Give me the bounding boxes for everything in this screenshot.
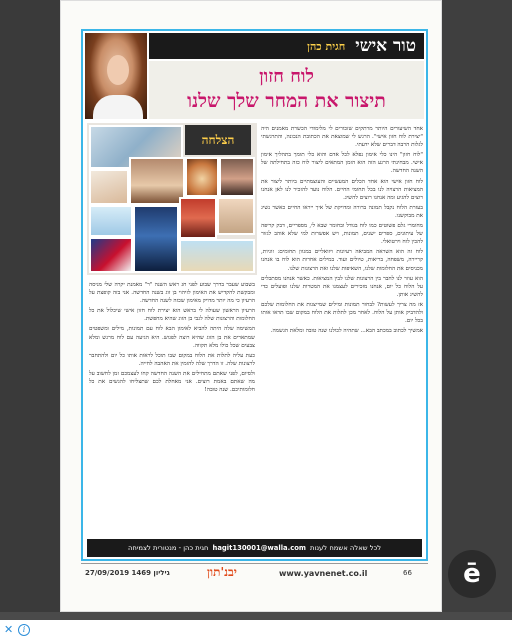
contact-author-role: חגית כהן - מנטורית לצמיחה: [127, 544, 209, 552]
paragraph: מחומרי גלם פשוטים כמו לוח בגודל ובחומר שבא לי, מספריים, דבק קריפה של עיתונים, ספרים ישנים, תמונות, ויש אפשרות למי שלא אוהב לגזור להכין לוח וירטואלי.: [261, 223, 423, 246]
portrait-shirt: [93, 95, 143, 119]
collage-tile-portrait: [219, 157, 255, 197]
reader-app-button[interactable]: [448, 550, 496, 598]
collage-tile-city: [217, 197, 255, 235]
collage-tile-food: [185, 157, 219, 197]
portrait-face: [107, 55, 129, 85]
issue-info: גיליון 1469 27/09/2019: [85, 569, 170, 577]
vision-board-collage: [87, 123, 257, 275]
info-icon[interactable]: i: [18, 624, 30, 636]
page-number: 66: [403, 569, 412, 577]
author-portrait: [85, 33, 147, 119]
paragraph: "לוח חזון" הינו כלי אימון נפלא לכל אדם והוא כלי תומך בתהליך אימון אישי. מבחינתי הרגע הזה הוא הזמן המתאים ליצור לוח כזה בתחילתה של השנה החדשה.: [261, 152, 423, 175]
collage-tile-woman: [179, 197, 217, 239]
contact-label: לכל שאלה אשמח לענות: [310, 544, 382, 552]
collage-tile-book: [133, 205, 179, 273]
headline-line-1: לוח חזון: [259, 66, 314, 87]
column-title: טור אישי: [355, 36, 416, 56]
page-footer: [61, 563, 443, 587]
author-name: חגית כהן: [307, 39, 346, 53]
collage-tile-flag: [89, 237, 133, 273]
viewer-right-margin: [442, 0, 512, 612]
paragraph: אחד השיעורים היותר מרתקים שזכורים לי מלימודי הכשרת מאמנים היה "יצירת לוח חזון אישי". הרגש לי שמוצאת את הכתובת הנכונה, והתרגשתי לגלות הרבה דברים שלא ידעתי.: [261, 126, 423, 149]
paragraph: ולסיום, לפני שאתם מתחילים את השנה החדשה קחו לעצמכם זמן לחשוב על מה שאתם באמת רוצים. אני מאחלת לכם שתצליחו להגשים את כל חלומותיכם. שנה טובה!: [89, 370, 255, 394]
collage-tile-people: [129, 157, 185, 205]
success-sign-text: הצלחה: [201, 132, 235, 147]
paragraph: הרעיון הראשון שעולה לי בראש הוא יצירת לוח חזון אישי שיכלול את כל החלומות והרצונות שלה לגבי בן הזוג שהיא מחפשת.: [89, 308, 255, 323]
website-url[interactable]: www.yavnenet.co.il: [279, 569, 368, 578]
article-column-right: [261, 125, 423, 537]
magazine-page: [60, 0, 442, 612]
paragraph: כעת עליה לתלות את הלוח במקום שבו תוכל לראות אותו כל יום ולהתחבר לרצונות שלה. זו הדרך שלה להזמין את האהבה לחייה.: [89, 352, 255, 367]
contact-bar: [87, 539, 422, 557]
publication-logo: יבנ'תון: [207, 565, 237, 579]
paragraph: הוא עוזר לנו לחבר בין הרצונות שלנו לבין המציאות. כאשר אנחנו מסתכלים על הלוח כל יום, אנחנו מזכירים לעצמנו את המטרות שלנו ופועלים כדי להשיג אותן.: [261, 275, 423, 298]
ad-strip: [0, 620, 512, 640]
contact-email[interactable]: hagit130001@walla.com: [212, 544, 307, 552]
reader-app-icon: ē: [463, 559, 481, 589]
close-icon[interactable]: ✕: [4, 623, 14, 636]
collage-tile-plane: [89, 205, 133, 237]
success-sign: [185, 125, 251, 155]
collage-tile-beach: [179, 239, 255, 273]
footer-divider: [81, 563, 428, 564]
paragraph: לוח זה הוא השראה המביאה רעיונות ויזואליים במגוון תחומים: זוגיות, קריירה, משפחה, בריאות, טיולים ועוד. במילים אחרות הוא לוח בו אנחנו מכניסים את החלומות שלנו, השאיפות שלנו ואת הרצונות שלנו.: [261, 249, 423, 272]
column-title-bar: [149, 33, 424, 59]
article-header: [83, 31, 426, 121]
viewer-left-margin: [0, 0, 60, 612]
paragraph: בעזרת הלוח נקבל תמונה ברורה ומדויקת של איך ייראו החיים כאשר נשיג את מבוקשנו.: [261, 204, 423, 219]
headline-box: [149, 61, 424, 119]
headline-line-2: תיצור את המחר שלך שלנו: [187, 90, 386, 112]
paragraph: אמשיך לכתוב במכתב הבא... שתהיה לכולנו שנה טובה ומלאת הגשמה.: [270, 328, 423, 335]
paragraph: אז מה צריך לעשות? לבחור תמונות ומילים שמייצגות את החלומות שלכם ולהדביק אותן על הלוח. לאחר מכן לתלות את הלוח במקום שבו תראו אותו בכל יום.: [261, 301, 423, 325]
article-column-left: [89, 281, 255, 537]
collage-tile-house: [89, 169, 129, 205]
article-frame: [81, 29, 428, 561]
paragraph: לוח חזון אישי הוא אחד הכלים המעשיים והעוצמתיים ביותר ליצור את המציאות הרצויה לנו בכל תחומי החיים. הלוח נועד להזכיר לנו לאן אנחנו רוצים להגיע ומה אנחנו רוצים להשיג.: [261, 178, 423, 201]
paragraph: בשבוע שעבר בדרך שבוע לפני חג ראש השנה "ר" מאמנת יקרה שלי מניסה ומבקשת להקדיש את האימון לזיהוי בן זוג בשנה החדשה. אני בזה קופצת על הרעיון כי מה יותר מדויק מאימון שכזה לשנה החדשה.: [89, 282, 255, 305]
paragraph: המשימה שלה היתה להביא לאימון הבא לוח עם תמונות, מילים ומשפטים שמתארים את בן הזוג שהיא רוצה לפגוש. היא הגיעה עם לוח מרגש ומלא צבעים שכל כולו מלא תקווה.: [89, 326, 255, 349]
